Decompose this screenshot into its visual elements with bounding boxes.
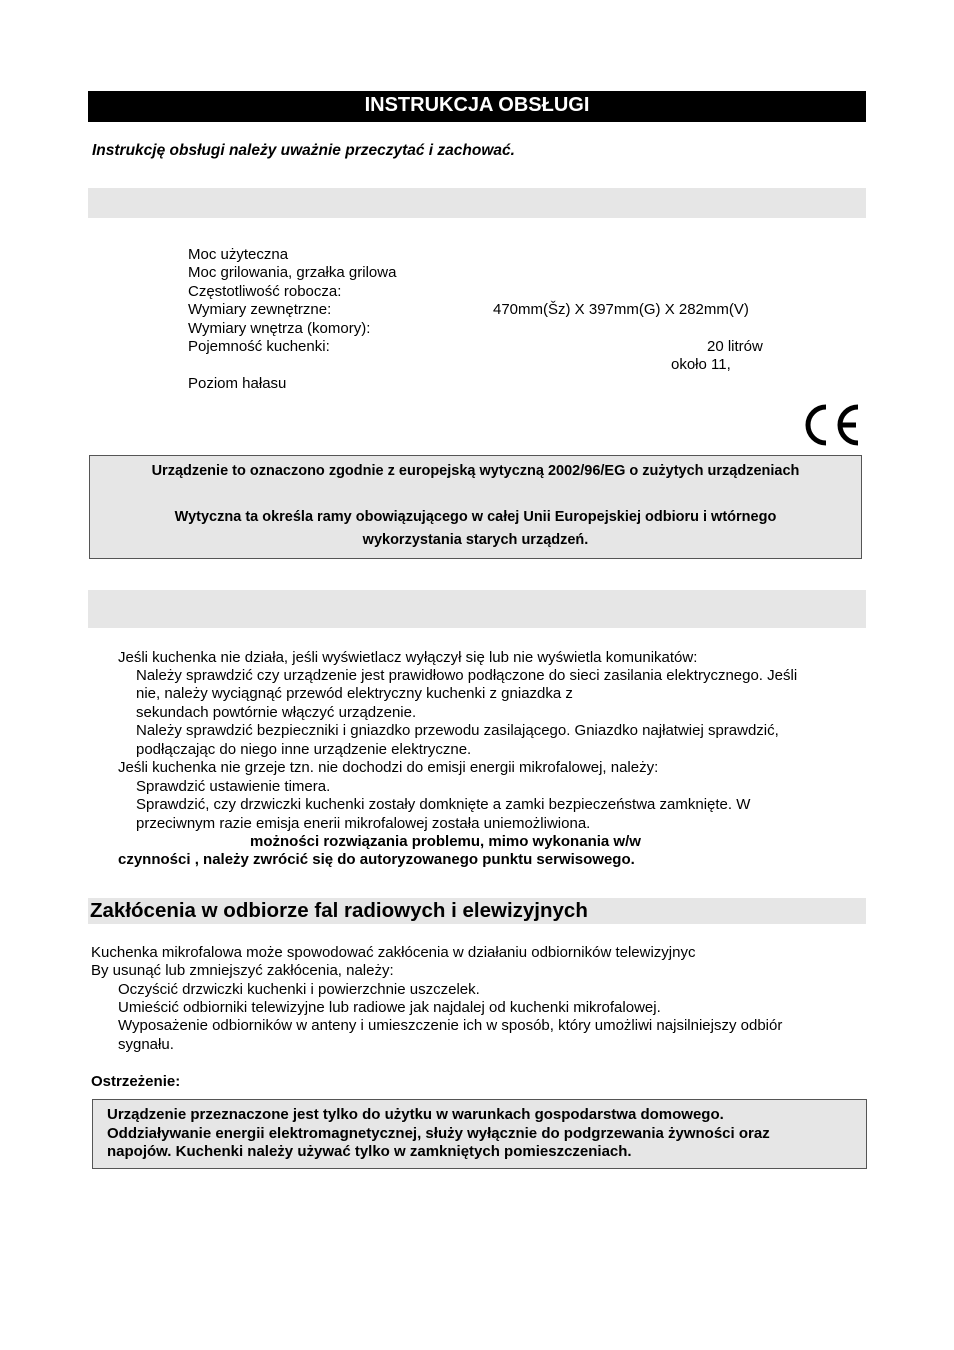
troubleshooting-line: Sprawdzić, czy drzwiczki kuchenki zostały domknięte a zamki bezpieczeństwa zamknięte. W (136, 796, 751, 813)
troubleshooting-line: nie, należy wyciągnąć przewód elektryczny kuchenki z gniazdka z (136, 685, 573, 702)
spec-label: Częstotliwość robocza: (188, 283, 342, 300)
weee-line: wykorzystania starych urządzeń. (362, 532, 589, 548)
spec-label: Poziom hałasu (188, 375, 287, 392)
section-heading: Zakłócenia w odbiorze fal radiowych i elewizyjnych (88, 898, 866, 924)
ce-mark-icon (800, 402, 862, 448)
interference-line: Kuchenka mikrofalowa może spowodować zakłócenia w działaniu odbiorników telewizyjnyc (91, 944, 696, 961)
interference-line: Umieścić odbiorniki telewizyjne lub radiowe jak najdalej od kuchenki mikrofalowej. (118, 999, 661, 1016)
troubleshooting-line: możności rozwiązania problemu, mimo wykonania w/w (250, 833, 641, 850)
spec-label: Wymiary zewnętrzne: (188, 301, 332, 318)
spec-label: Moc użyteczna (188, 246, 289, 263)
specs-section-band (88, 188, 866, 218)
troubleshooting-line: Jeśli kuchenka nie działa, jeśli wyświetlacz wyłączył się lub nie wyświetla komunikatów: (118, 649, 698, 666)
spec-label: Pojemność kuchenki: (188, 338, 330, 355)
troubleshooting-line: czynności , należy zwrócić się do autoryzowanego punktu serwisowego. (118, 851, 635, 868)
spec-label: Wymiary wnętrza (komory): (188, 320, 371, 337)
warning-label: Ostrzeżenie: (91, 1073, 181, 1090)
interference-line: Wyposażenie odbiorników w anteny i umieszczenie ich w sposób, który umożliwi najsilniejszy odbiór (118, 1017, 783, 1034)
troubleshooting-line: Należy sprawdzić bezpieczniki i gniazdko przewodu zasilającego. Gniazdko najłatwiej sprawdzić, (136, 722, 779, 739)
troubleshooting-line: sekundach powtórnie włączyć urządzenie. (136, 704, 417, 721)
spec-label: Moc grilowania, grzałka grilowa (188, 264, 397, 281)
troubleshooting-line: podłączając do niego inne urządzenie elektryczne. (136, 741, 472, 758)
interference-line: By usunąć lub zmniejszyć zakłócenia, należy: (91, 962, 394, 979)
weee-notice-box (89, 455, 862, 559)
page-title: INSTRUKCJA OBSŁUGI (88, 91, 866, 122)
troubleshooting-line: Jeśli kuchenka nie grzeje tzn. nie dochodzi do emisji energii mikrofalowej, należy: (118, 759, 659, 776)
warning-line: napojów. Kuchenki należy używać tylko w zamkniętych pomieszczeniach. (107, 1143, 632, 1160)
interference-line: Oczyścić drzwiczki kuchenki i powierzchnie uszczelek. (118, 981, 480, 998)
troubleshooting-section-band (88, 590, 866, 628)
spec-value: 470mm(Šz) X 397mm(G) X 282mm(V) (493, 301, 749, 318)
subtitle: Instrukcję obsługi należy uważnie przeczytać i zachować. (92, 142, 515, 159)
troubleshooting-line: Należy sprawdzić czy urządzenie jest prawidłowo podłączone do sieci zasilania elektrycznego. Jeśli (136, 667, 798, 684)
warning-box (92, 1099, 867, 1169)
weee-line: Urządzenie to oznaczono zgodnie z europejską wytyczną 2002/96/EG o zużytych urządzeniach (151, 463, 800, 479)
weee-line: Wytyczna ta określa ramy obowiązującego w całej Unii Europejskiej odbioru i wtórnego (174, 509, 777, 525)
troubleshooting-line: Sprawdzić ustawienie timera. (136, 778, 331, 795)
spec-value: 20 litrów (707, 338, 763, 355)
troubleshooting-line: przeciwnym razie emisja enerii mikrofalowej została uniemożliwiona. (136, 815, 591, 832)
spec-value: około 11, (671, 356, 731, 373)
interference-line: sygnału. (118, 1036, 174, 1053)
warning-line: Urządzenie przeznaczone jest tylko do użytku w warunkach gospodarstwa domowego. (107, 1106, 724, 1123)
warning-line: Oddziaływanie energii elektromagnetycznej, służy wyłącznie do podgrzewania żywności oraz (107, 1124, 770, 1142)
